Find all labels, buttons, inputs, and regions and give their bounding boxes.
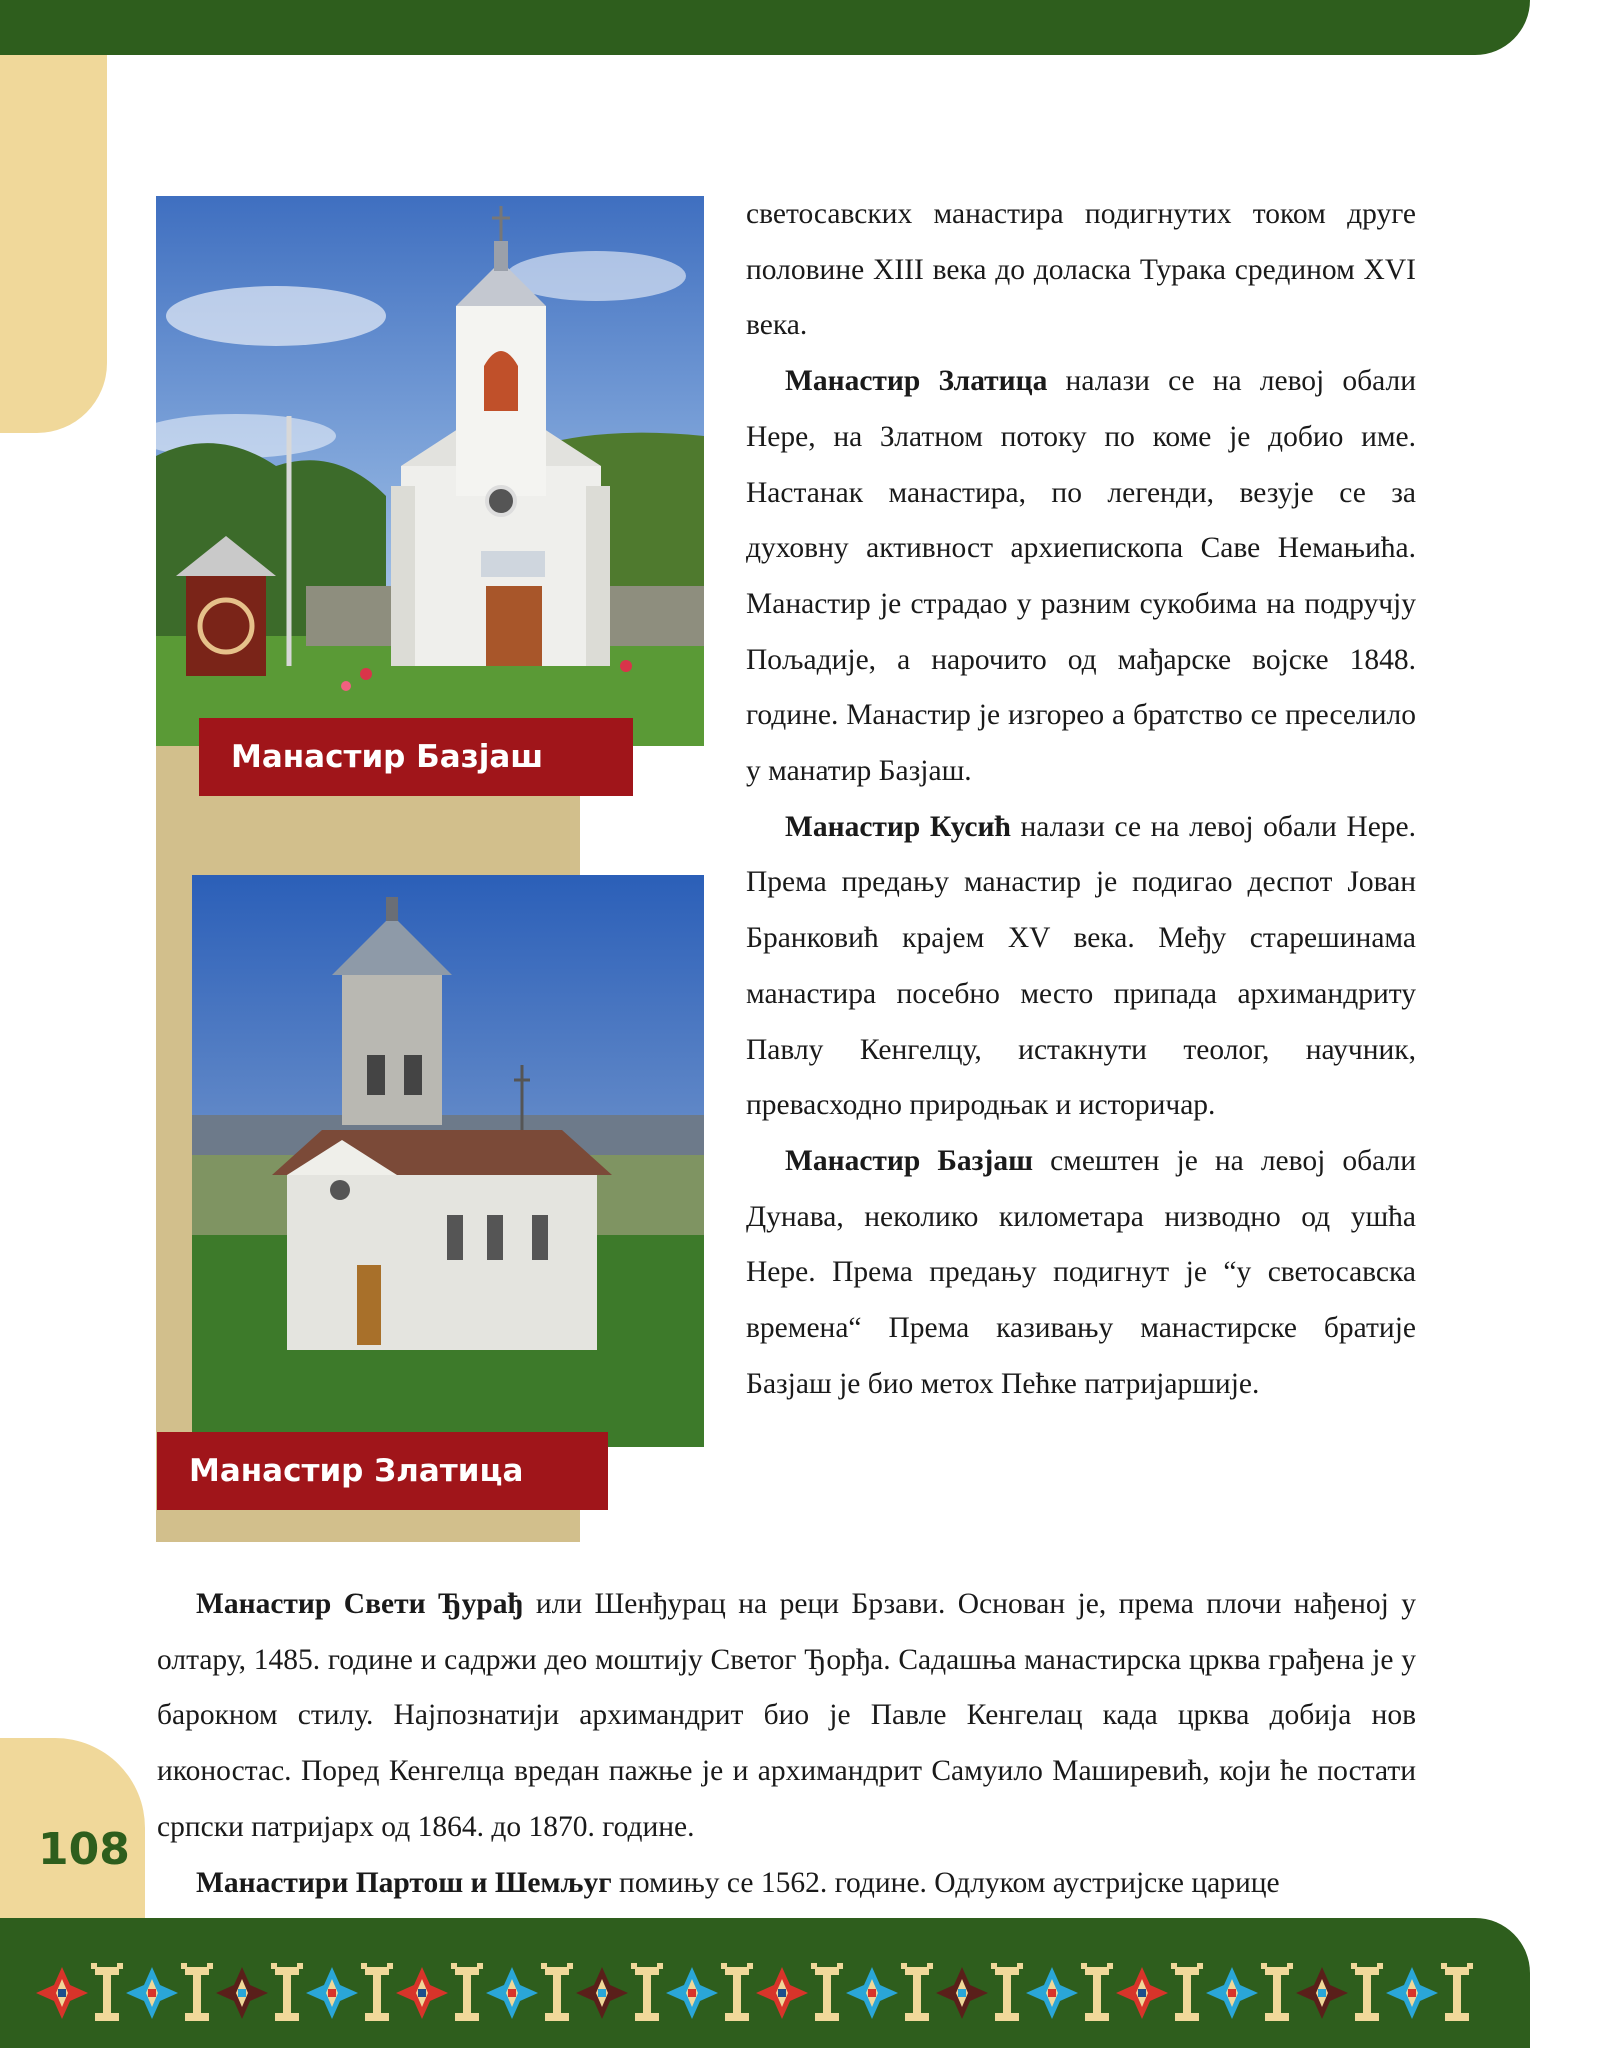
paragraph-sveti-djuradj: Манастир Свети Ђурађ или Шенђурац на реци Брзави. Основан је, према плочи нађеној у олтару, 1485. године и садржи део моштију Светог Ђорђа. Садашња манастирска црква грађена је у барокном стилу. Најпознатији архимандрит био је Павле Кенгелац када црква добија нов иконостас. Поред Кенгелца вредан пажње је и архимандрит Самуило Маширевић, који ће постати српски патријарх од 1864. до 1870. године. [157,1588,1416,1843]
top-header-bar [0,0,1530,55]
heading-partos-semljug: Манастири Партош и Шемљуг [196,1866,612,1899]
top-side-tab [0,55,107,433]
paragraph-zlatica: Манастир Златица налази се на левој обали Нере, на Златном потоку по коме је добио име. Настанак манастира, по легенди, везује се за духовну активност архиепископа Саве Немањића. Манастир је страдао у разним сукобима на подручју Пољадије, а нарочито од мађарске војске 1848. године. Манастир је изгорео а братство се преселило у манатир Базјаш. [746,365,1416,788]
paragraph-continuation: светосавских манастира подигнутих током друге половине XIII века до доласка Турака средином XVI века. [746,198,1416,342]
paragraph-bazjas: Манастир Базјаш смештен је на левој обали Дунава, неколико километара низводно од ушћа Нере. Према предању подигнут је “у светосавска времена“ Према казивању манастирске братије Базјаш је био метох Пећке патријаршије. [746,1144,1416,1400]
text-full-width [157,1577,1416,1911]
heading-sveti-djuradj: Манастир Свети Ђурађ [196,1588,524,1620]
heading-zlatica: Манастир Златица [785,365,1048,398]
caption-zlatica: Манастир Златица [157,1432,608,1510]
photo-zlatica-monastery [192,875,704,1447]
text-column [746,187,1416,1412]
folk-ornament-pattern [0,1918,1530,2048]
page-number: 108 [38,1824,130,1875]
heading-bazjas: Манастир Базјаш [785,1144,1033,1177]
photo-bazjas-monastery [156,196,704,746]
caption-bazjas: Манастир Базјаш [199,718,633,796]
ornament-footer-bar [0,1918,1530,2048]
paragraph-partos-semljug: Манастири Партош и Шемљуг помињу се 1562. године. Одлуком аустријске царице [196,1866,1280,1899]
paragraph-kusic: Манастир Кусић налази се на левој обали Нере. Према предању манастир је подигао деспот Јован Бранковић крајем XV века. Међу старешинама манастира посебно место припада архимандриту Павлу Кенгелцу, истакнути теолог, научник, превасходно природњак и историчар. [746,810,1417,1122]
heading-kusic: Манастир Кусић [785,810,1011,843]
